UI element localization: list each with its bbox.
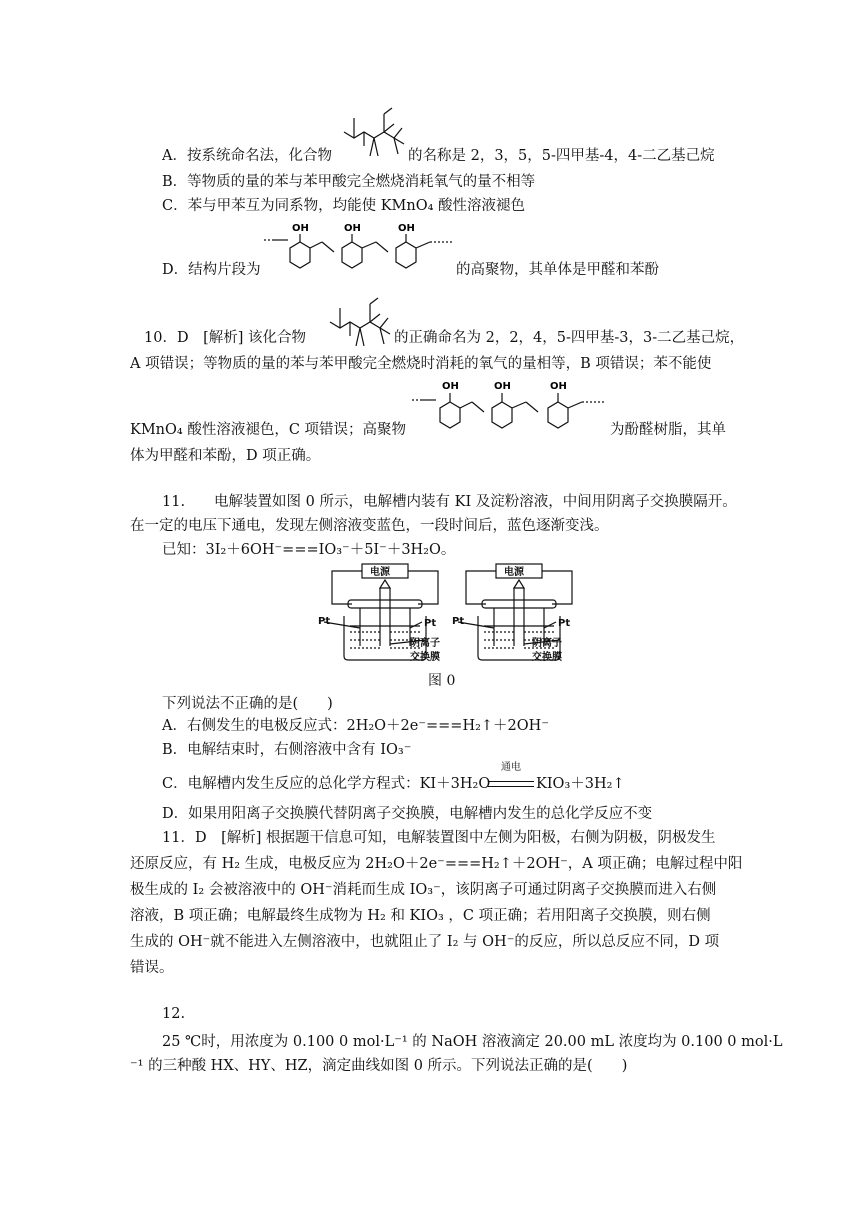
- q10-answer-line3-suffix: 为酚醛树脂，其单: [610, 422, 726, 438]
- oh-label: OH: [344, 223, 361, 234]
- q11-answer-line4: 溶液，B 项正确；电解最终生成物为 H₂ 和 KIO₃ ，C 项正确；若用阳离子交换膜，则右侧: [130, 908, 711, 924]
- reaction-condition: 通电: [501, 762, 521, 773]
- pt-electrode-label: Pt: [318, 616, 331, 627]
- phenol-formaldehyde-polymer-icon: [262, 218, 454, 282]
- alkane-structure-icon: [340, 104, 406, 166]
- q11-answer-line1: 11．D [解析] 根据题干信息可知，电解装置图中左侧为阳极，右侧为阴极，阴极发生: [162, 830, 716, 846]
- q10-option-d-suffix: 的高聚物，其单体是甲醛和苯酚: [456, 262, 659, 278]
- power-source-label: 电源: [504, 567, 524, 578]
- q11-answer-line5: 生成的 OH⁻就不能进入左侧溶液中，也就阻止了 I₂ 与 OH⁻的反应，所以总反应不同，D 项: [130, 934, 720, 950]
- oh-label: OH: [494, 381, 511, 392]
- figure-caption: 图 0: [428, 673, 456, 689]
- equals-arrow: [488, 781, 534, 787]
- q11-answer-line2: 还原反应，有 H₂ 生成，电极反应为 2H₂O＋2e⁻===H₂↑＋2OH⁻，A 项正确；电解过程中阳: [130, 856, 743, 872]
- q11-stem-line2: 在一定的电压下通电，发现左侧溶液变蓝色，一段时间后，蓝色逐渐变浅。: [130, 518, 609, 534]
- membrane-label: 交换膜: [532, 652, 562, 663]
- oh-label: OH: [442, 381, 459, 392]
- oh-label: OH: [292, 223, 309, 234]
- alkane-structure-icon: [326, 296, 392, 354]
- membrane-label: 阴离子: [532, 638, 562, 649]
- membrane-label: 交换膜: [410, 652, 440, 663]
- membrane-label: 阴离子: [410, 638, 440, 649]
- q10-answer-line3-prefix: KMnO₄ 酸性溶液褪色，C 项错误；高聚物: [130, 422, 407, 438]
- q10-option-d-prefix: D．结构片段为: [162, 262, 261, 278]
- q10-answer-prefix: 10．D [解析] 该化合物: [144, 330, 306, 346]
- power-source-label: 电源: [370, 567, 390, 578]
- q10-answer-line4: 体为甲醛和苯酚，D 项正确。: [130, 448, 321, 464]
- q12-stem-line1: 25 ℃时，用浓度为 0.100 0 mol·L⁻¹ 的 NaOH 溶液滴定 20.00 mL 浓度均为 0.100 0 mol·L: [162, 1034, 783, 1050]
- q10-option-b: B．等物质的量的苯与苯甲酸完全燃烧消耗氧气的量不相等: [162, 174, 536, 190]
- q11-option-d: D．如果用阳离子交换膜代替阴离子交换膜，电解槽内发生的总化学反应不变: [162, 806, 653, 822]
- q10-option-a-prefix: A．按系统命名法，化合物: [162, 148, 332, 164]
- q11-known-equation: 已知：3I₂＋6OH⁻===IO₃⁻＋5I⁻＋3H₂O。: [162, 542, 456, 558]
- q11-option-c-suffix: KIO₃＋3H₂↑: [536, 776, 625, 792]
- q12-stem-line2: ⁻¹ 的三种酸 HX、HY、HZ，滴定曲线如图 0 所示。下列说法正确的是( ): [130, 1058, 628, 1074]
- q10-answer-line1: 的正确命名为 2，2，4，5-四甲基-3，3-二乙基己烷，: [394, 330, 745, 346]
- q11-question: 下列说法不正确的是( ): [162, 696, 333, 712]
- oh-label: OH: [398, 223, 415, 234]
- pt-electrode-label: Pt: [424, 618, 437, 629]
- q10-option-c: C．苯与甲苯互为同系物，均能使 KMnO₄ 酸性溶液褪色: [162, 198, 526, 214]
- q11-answer-line3: 极生成的 I₂ 会被溶液中的 OH⁻消耗而生成 IO₃⁻，该阴离子可通过阴离子交换膜而进入右侧: [130, 882, 717, 898]
- q11-stem-line1: 11. 电解装置如图 0 所示，电解槽内装有 KI 及淀粉溶液，中间用阴离子交换膜隔开。: [162, 494, 737, 510]
- q11-option-b: B．电解结束时，右侧溶液中含有 IO₃⁻: [162, 742, 412, 758]
- pt-electrode-label: Pt: [452, 616, 465, 627]
- q10-answer-line2: A 项错误；等物质的量的苯与苯甲酸完全燃烧时消耗的氧气的量相等，B 项错误；苯不能使: [130, 356, 712, 372]
- q11-answer-line6: 错误。: [130, 960, 174, 976]
- electrolysis-apparatus-figure: [318, 560, 578, 668]
- phenol-formaldehyde-polymer-icon: [410, 376, 606, 442]
- q10-option-a-suffix: 的名称是 2，3，5，5-四甲基-4，4-二乙基己烷: [408, 148, 715, 164]
- q12-number: 12.: [162, 1006, 186, 1022]
- pt-electrode-label: Pt: [558, 618, 571, 629]
- q11-option-a: A．右侧发生的电极反应式：2H₂O＋2e⁻===H₂↑＋2OH⁻: [162, 718, 549, 734]
- q11-option-c-prefix: C．电解槽内发生反应的总化学方程式：KI＋3H₂O: [162, 776, 491, 792]
- oh-label: OH: [550, 381, 567, 392]
